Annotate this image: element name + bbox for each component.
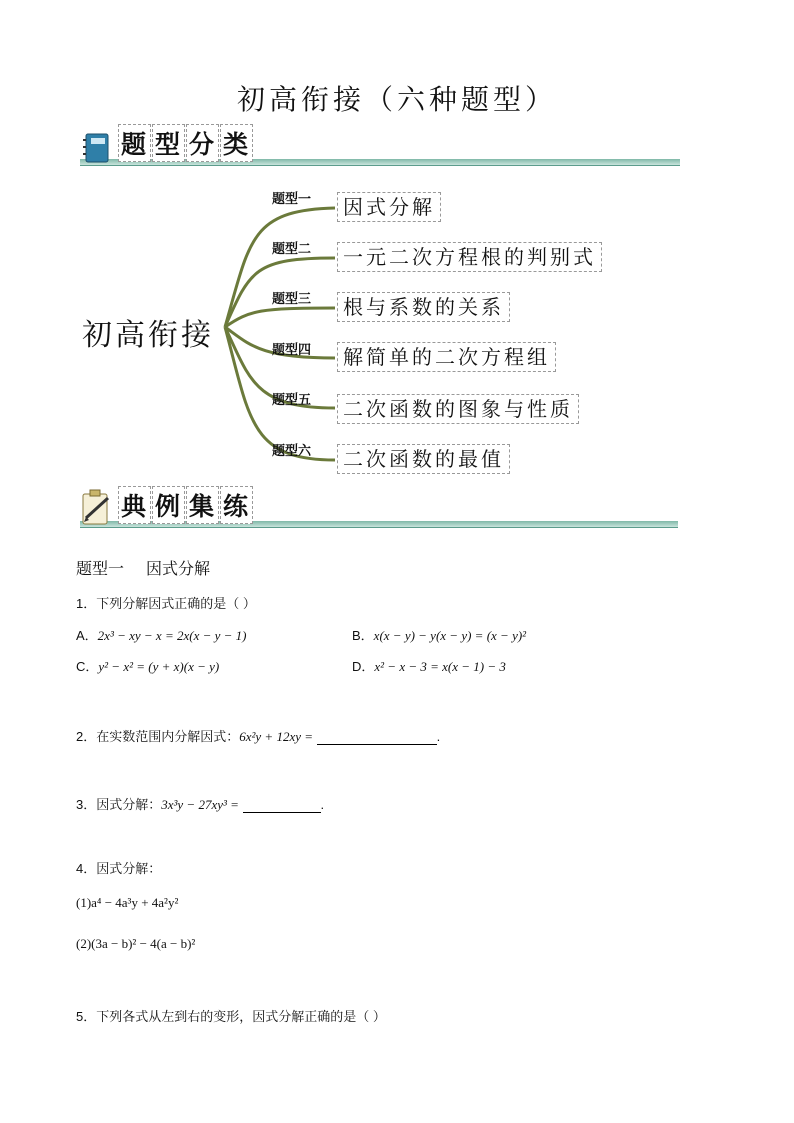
- section-header-classification: [80, 132, 680, 166]
- question-4-stem: 4．因式分解：: [76, 861, 162, 876]
- option-letter: D．: [352, 659, 375, 674]
- section-char: 类: [220, 124, 253, 162]
- question-3-stem: 3．因式分解：: [76, 797, 162, 812]
- mind-map-root: 初高衔接: [82, 318, 214, 353]
- question-end: .: [320, 797, 325, 812]
- branch-tag: 题型六: [272, 444, 312, 459]
- section-char: 典: [118, 486, 151, 524]
- option-math: x(x − y) − y(x − y) = (x − y)²: [373, 628, 527, 643]
- answer-blank[interactable]: [243, 797, 321, 813]
- branch-tag: 题型四: [272, 343, 312, 358]
- option-c[interactable]: [76, 656, 219, 675]
- section-char: 分: [186, 124, 219, 162]
- section-char: 题: [118, 124, 151, 162]
- option-letter: C．: [76, 659, 99, 674]
- branch-label: 一元二次方程根的判别式: [337, 242, 602, 272]
- section-header-examples: [80, 494, 678, 528]
- branch-label: 二次函数的图象与性质: [337, 394, 579, 424]
- branch-label: 解简单的二次方程组: [337, 342, 556, 372]
- answer-blank[interactable]: [317, 729, 437, 745]
- branch-label: 根与系数的关系: [337, 292, 510, 322]
- question-1-stem: 1．下列分解因式正确的是（ ）: [76, 596, 256, 611]
- type-label: 题型一: [76, 561, 125, 578]
- notebook-icon: [82, 132, 112, 164]
- question-3-math: 3x³y − 27xy³ =: [161, 797, 239, 812]
- option-letter: A．: [76, 628, 98, 643]
- section-title: [118, 124, 254, 162]
- option-a[interactable]: [76, 625, 246, 644]
- section-char: 集: [186, 486, 219, 524]
- section-char: 练: [220, 486, 253, 524]
- option-math: y² − x² = (y + x)(x − y): [98, 659, 220, 674]
- option-math: 2x³ − xy − x = 2x(x − y − 1): [97, 628, 247, 643]
- option-letter: B．: [352, 628, 374, 643]
- clipboard-pencil-icon: [80, 488, 114, 526]
- question-4-part-2: (2)(3a − b)² − 4(a − b)²: [76, 936, 196, 951]
- page-title: 初高衔接（六种题型）: [236, 83, 557, 116]
- option-math: x² − x − 3 = x(x − 1) − 3: [374, 659, 506, 674]
- branch-tag: 题型二: [272, 242, 312, 257]
- question-5-stem: 5．下列各式从左到右的变形，因式分解正确的是（ ）: [76, 1009, 386, 1024]
- option-d[interactable]: [352, 656, 506, 675]
- type-heading: [76, 556, 210, 579]
- question-4-part-1: (1)a⁴ − 4a³y + 4a²y²: [76, 895, 179, 910]
- question-2: [76, 726, 440, 745]
- branch-tag: 题型一: [272, 192, 312, 207]
- question-end: .: [436, 729, 441, 744]
- section-title: [118, 486, 254, 524]
- branch-label: 因式分解: [337, 192, 441, 222]
- section-char: 例: [152, 486, 185, 524]
- type-name: 因式分解: [146, 561, 211, 578]
- branch-tag: 题型三: [272, 292, 312, 307]
- option-b[interactable]: [352, 625, 526, 644]
- branch-tag: 题型五: [272, 393, 312, 408]
- question-2-stem: 2．在实数范围内分解因式：: [76, 729, 240, 744]
- question-2-math: 6x²y + 12xy =: [239, 729, 314, 744]
- question-3: [76, 794, 324, 813]
- branch-label: 二次函数的最值: [337, 444, 510, 474]
- section-char: 型: [152, 124, 185, 162]
